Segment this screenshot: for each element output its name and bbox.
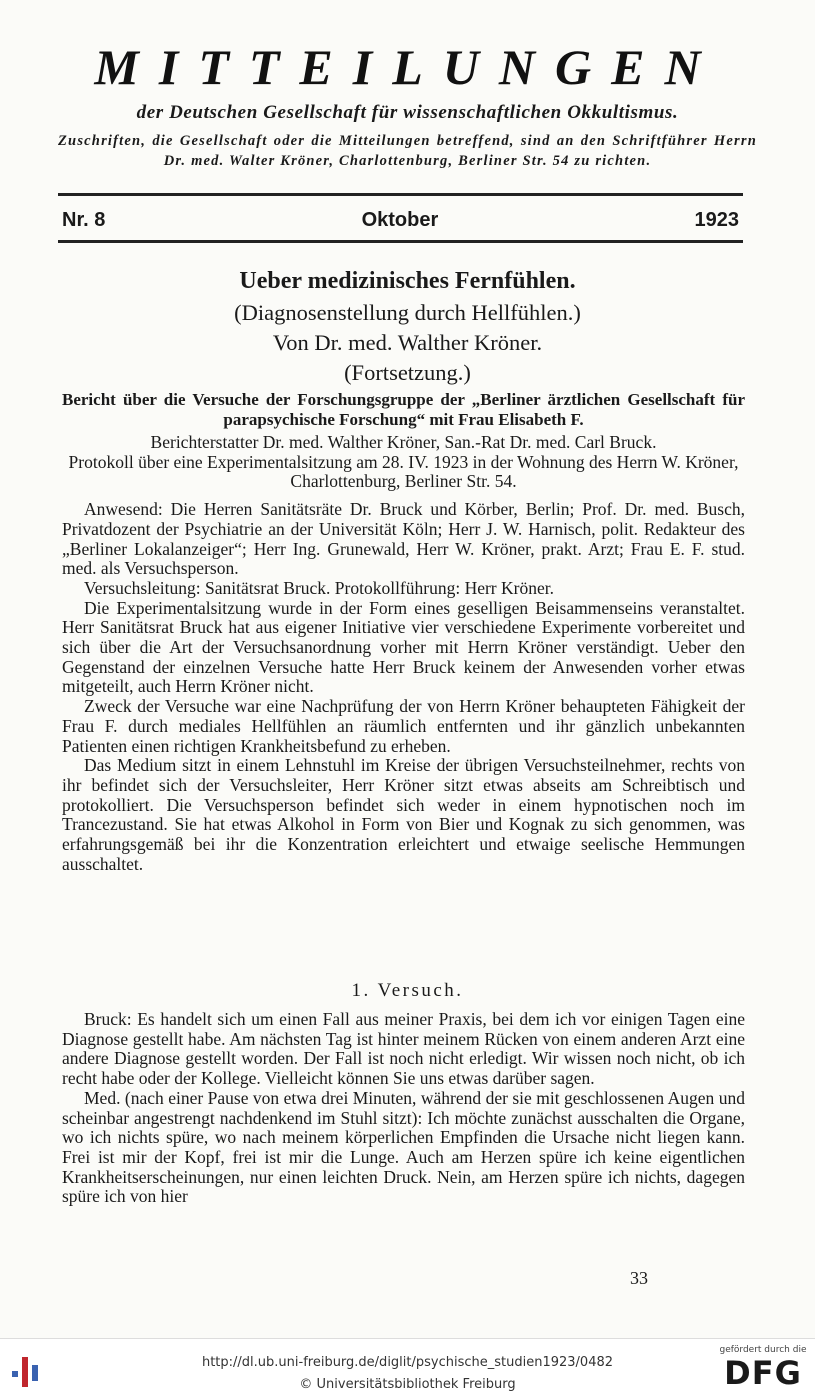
journal-subtitle: der Deutschen Gesellschaft für wissenschaftlichen Okkultismus. [136, 102, 679, 123]
header-rule-top [58, 193, 743, 196]
reporters-line: Berichterstatter Dr. med. Walther Kröner, San.-Rat Dr. med. Carl Bruck. [150, 432, 657, 452]
page-number: 33 [630, 1268, 648, 1288]
issue-month: Oktober [361, 208, 439, 231]
paragraph-attendees: Anwesend: Die Herren Sanitätsräte Dr. Bruck und Körber, Berlin; Prof. Dr. med. Busch, Privatdozent der Psychiatrie an der Universität Köln; Herr J. W. Harnisch, polit. Redakteur des „Berliner Lokalanzeiger“; Herr Ing. Grunewald, Herr W. Kröner, prakt. Arzt; Frau E. F. stud. med. als Versuchsperson. [62, 499, 745, 579]
copyright-line: © Universitätsbibliothek Freiburg [299, 1377, 516, 1392]
article-continuation: (Fortsetzung.) [344, 360, 471, 385]
issue-line [62, 207, 739, 233]
dfg-logo-icon: DFG [724, 1354, 802, 1392]
paragraph-medium: Das Medium sitzt in einem Lehnstuhl im Kreise der übrigen Versuchsteilnehmer, rechts von ihr befindet sich der Versuchsleiter, Herr Kröner sitzt etwas abseits am Schreibtisch und protokolliert. Die Versuchsperson befindet sich weder in einem hypnotischen noch im Trancezustand. Sie hat etwas Alkohol in Form von Bier und Kognak zu sich genommen, was erfahrungsgemäß bei ihr die Konzentration erleichtert und etwaige seelische Hemmungen ausschaltet. [62, 755, 745, 874]
paragraph-purpose: Zweck der Versuche war eine Nachprüfung der von Herrn Kröner behaupteten Fähigkeit der Frau F. durch mediales Hellfühlen an räumlich entfernten und ihr gänzlich unbekannten Patienten einen richtigen Krankheitsbefund zu erheben. [62, 696, 745, 756]
paragraph-bruck: Bruck: Es handelt sich um einen Fall aus meiner Praxis, bei dem ich vor einigen Tagen eine Diagnose gestellt habe. Am nächsten Tag ist hinter meinem Rücken von einem anderen Arzt eine andere Diagnose gestellt worden. Der Fall ist noch nicht erledigt. Wir wissen noch nicht, ob ich recht habe oder der Kollege. Vielleicht können Sie uns etwas darüber sagen. [62, 1009, 745, 1089]
issue-number: Nr. 8 [62, 208, 106, 231]
issue-year: 1923 [694, 208, 739, 231]
funding-note: gefördert durch die [719, 1345, 807, 1355]
article-subtitle: (Diagnosenstellung durch Hellfühlen.) [234, 300, 581, 325]
correspondence-note: Zuschriften, die Gesellschaft oder die Mitteilungen betreffend, sind an den Schriftführer Herrn Dr. med. Walter Kröner, Charlottenburg, Berliner Str. 54 zu richten. [58, 133, 757, 169]
viewer-footer [0, 1338, 815, 1399]
paragraph-medium-answer: Med. (nach einer Pause von etwa drei Minuten, während der sie mit geschlossenen Augen und scheinbar angestrengt nachdenkend im Stuhl sitzt): Ich möchte zunächst ausschalten die Organe, wo ich nichts spüre, wo nach meinem körperlichen Empfinden die Ursache nicht liegen kann. Frei ist mir der Kopf, frei ist mir die Lunge. Auch am Herzen spüre ich keine eigentlichen Krankheitserscheinungen, nur einen leichten Druck. Nein, am Herzen spüre ich nichts, dagegen spüre ich von hier [62, 1087, 745, 1207]
header-rule-bottom [58, 240, 743, 243]
paragraph-leadership: Versuchsleitung: Sanitätsrat Bruck. Protokollführung: Herr Kröner. [84, 577, 554, 598]
protocol-line: Protokoll über eine Experimentalsitzung am 28. IV. 1923 in der Wohnung des Herrn W. Kröner, Charlottenburg, Berliner Str. 54. [68, 451, 739, 492]
dfg-funding [718, 1345, 808, 1391]
article-body [62, 433, 745, 874]
article-title: Ueber medizinisches Fernfühlen. [239, 268, 576, 294]
article-author: Von Dr. med. Walther Kröner. [272, 330, 543, 355]
experiment-body [62, 1010, 745, 1207]
report-heading: Bericht über die Versuche der Forschungsgruppe der „Berliner ärztlichen Gesellschaft für parapsychische Forschung“ mit Frau Elisabeth F. [62, 390, 745, 429]
journal-title: MITTEILUNGEN [94, 39, 721, 95]
document-url[interactable]: http://dl.ub.uni-freiburg.de/diglit/psychische_studien1923/0482 [201, 1355, 614, 1370]
section-heading: 1. Versuch. [351, 980, 464, 1001]
paragraph-session: Die Experimentalsitzung wurde in der Form eines geselligen Beisammenseins veranstaltet. Herr Sanitätsrat Bruck hat aus eigener Initiative vier verschiedene Experimente vorbereitet und sich über die Art der Versuchsanordnung vorher mit Herrn Kröner verständigt. Ueber den Gegenstand der einzelnen Versuche hatte Herr Bruck keinem der Anwesenden vorher etwas mitgeteilt, auch Herrn Kröner nicht. [62, 597, 745, 697]
